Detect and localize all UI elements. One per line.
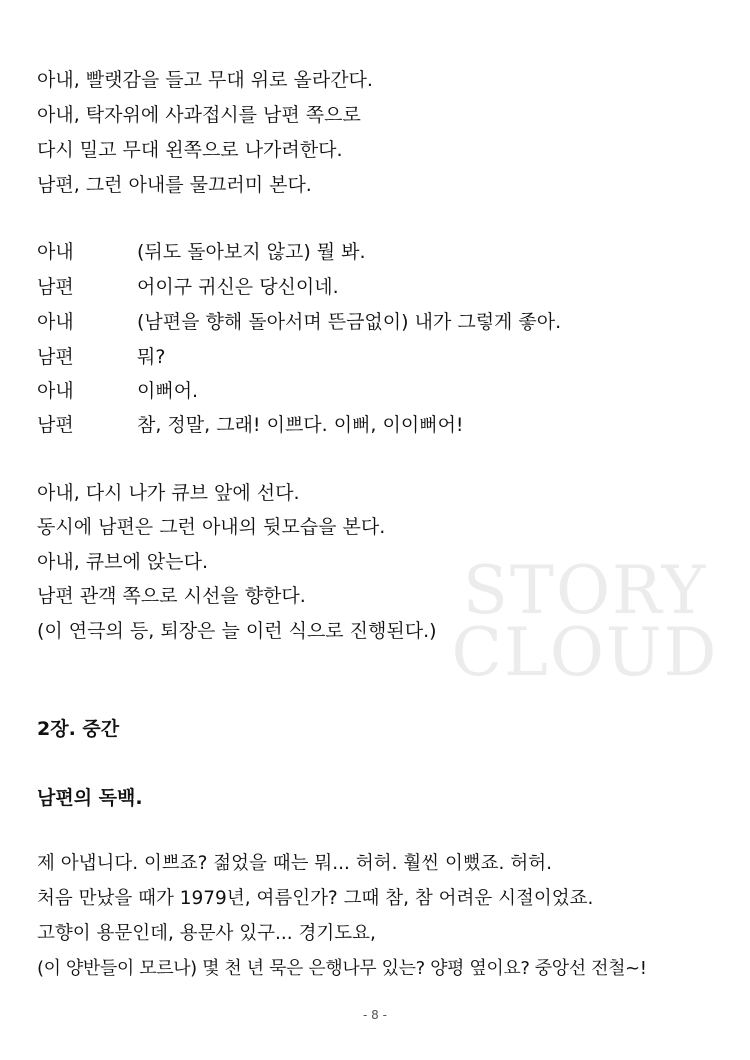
stage-direction: 아내, 다시 나가 큐브 앞에 선다. — [37, 482, 300, 504]
dialogue-line — [37, 239, 366, 265]
dialogue-line — [37, 378, 198, 404]
stage-direction: (이 연극의 등, 퇴장은 늘 이런 식으로 진행된다.) — [37, 620, 437, 642]
monologue-line: 고향이 용문인데, 용문사 있구... 경기도요, — [37, 923, 376, 944]
watermark — [440, 552, 730, 691]
section-title: 남편의 독백. — [37, 787, 143, 809]
speaker-name: 아내 — [37, 241, 74, 263]
dialogue-line — [37, 274, 339, 300]
stage-direction: 남편 관객 쪽으로 시선을 향한다. — [37, 585, 306, 607]
dialogue-text: (뒤도 돌아보지 않고) 뭘 봐. — [137, 241, 366, 263]
speaker-name: 남편 — [37, 414, 74, 436]
stage-direction: 아내, 탁자위에 사과접시를 남편 쪽으로 — [37, 104, 361, 126]
speaker-name: 아내 — [37, 380, 74, 402]
dialogue-line — [37, 344, 165, 370]
monologue-line: 제 아냅니다. 이쁘죠? 젊었을 때는 뭐... 허허. 훨씬 이뻤죠. 허허. — [37, 853, 552, 874]
monologue-line: (이 양반들이 모르나) 몇 천 년 묵은 은행나무 있는? 양평 옆이요? 중앙선 전철~! — [37, 958, 647, 979]
speaker-name: 남편 — [37, 276, 74, 298]
speaker-name: 아내 — [37, 311, 74, 333]
dialogue-text: 참, 정말, 그래! 이쁘다. 이뻐, 이이뻐어! — [137, 414, 464, 436]
stage-direction: 아내, 빨랫감을 들고 무대 위로 올라간다. — [37, 69, 373, 91]
dialogue-text: (남편을 향해 돌아서며 뜬금없이) 내가 그렇게 좋아. — [137, 311, 562, 333]
monologue-line: 처음 만났을 때가 1979년, 여름인가? 그때 참, 참 어려운 시절이었죠. — [37, 888, 594, 909]
dialogue-text: 어이구 귀신은 당신이네. — [137, 276, 339, 298]
chapter-title: 2장. 중간 — [37, 718, 120, 740]
dialogue-text: 뭐? — [137, 346, 166, 368]
dialogue-line — [37, 309, 561, 335]
stage-direction: 동시에 남편은 그런 아내의 뒷모습을 본다. — [37, 516, 386, 538]
page-number: - 8 - — [363, 1008, 387, 1022]
dialogue-text: 이뻐어. — [137, 380, 199, 402]
speaker-name: 남편 — [37, 346, 74, 368]
stage-direction: 다시 밀고 무대 왼쪽으로 나가려한다. — [37, 139, 343, 161]
watermark-line: CLOUD — [451, 614, 719, 691]
dialogue-line — [37, 412, 464, 438]
watermark-line: STORY — [462, 552, 708, 629]
stage-direction: 남편, 그런 아내를 물끄러미 본다. — [37, 174, 312, 196]
stage-direction: 아내, 큐브에 앉는다. — [37, 551, 208, 573]
